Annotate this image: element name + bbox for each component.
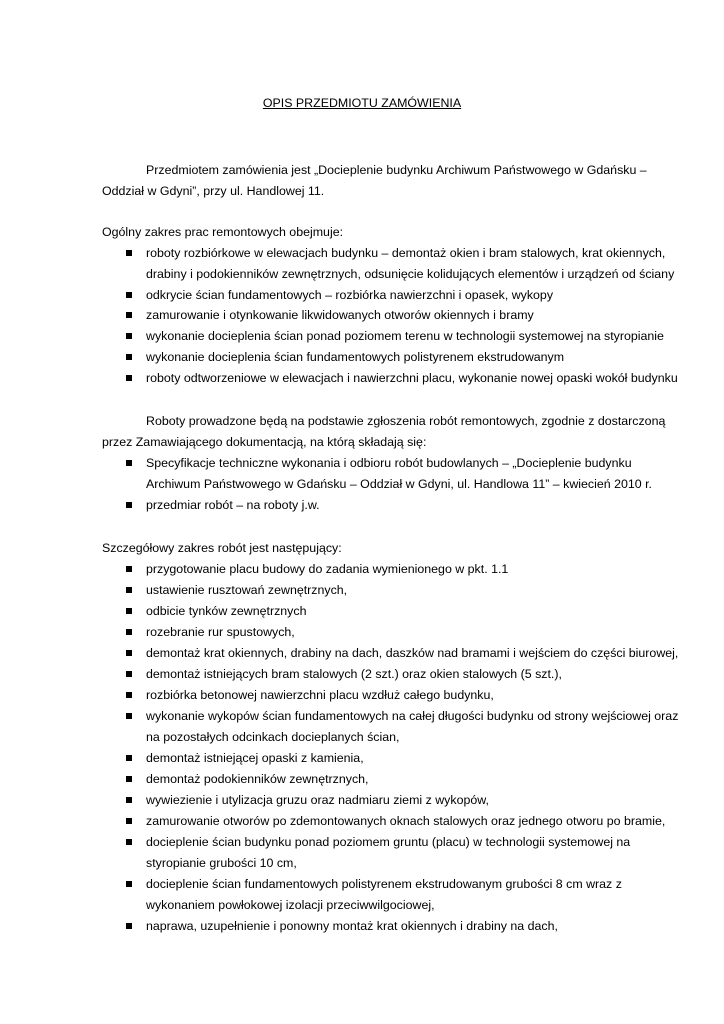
list-item: rozebranie rur spustowych, — [146, 625, 295, 639]
general-scope-heading: Ogólny zakres prac remontowych obejmuje: — [102, 225, 344, 239]
list-item: odbicie tynków zewnętrznych — [146, 604, 307, 618]
list-item: demontaż podokienników zewnętrznych, — [146, 772, 369, 786]
list-item-continuation: na pozostałych odcinkach docieplanych ścian, — [146, 730, 400, 744]
list-item: rozbiórka betonowej nawierzchni placu wzdłuż całego budynku, — [146, 688, 494, 702]
bullet-icon — [126, 839, 132, 845]
bullet-icon — [126, 587, 132, 593]
bullet-icon — [126, 923, 132, 929]
list-item: wykonanie docieplenia ścian ponad poziomem terenu w technologii systemowej na styropianie — [146, 329, 664, 343]
bullet-icon — [126, 292, 132, 298]
intro-line-2: Oddział w Gdyni”, przy ul. Handlowej 11. — [102, 184, 325, 198]
bullet-icon — [126, 312, 132, 318]
list-item: przygotowanie placu budowy do zadania wymienionego w pkt. 1.1 — [146, 562, 509, 576]
list-item: docieplenie ścian fundamentowych polistyrenem ekstrudowanym grubości 8 cm wraz z — [146, 877, 622, 891]
list-item: odkrycie ścian fundamentowych – rozbiórka nawierzchni i opasek, wykopy — [146, 288, 554, 302]
document-title: OPIS PRZEDMIOTU ZAMÓWIENIA — [262, 96, 462, 110]
bullet-icon — [126, 333, 132, 339]
list-item: wywiezienie i utylizacja gruzu oraz nadmiaru ziemi z wykopów, — [146, 793, 489, 807]
bullet-icon — [126, 608, 132, 614]
bullet-icon — [126, 375, 132, 381]
list-item: demontaż istniejących bram stalowych (2 szt.) oraz okien stalowych (5 szt.), — [146, 667, 562, 681]
bullet-icon — [126, 797, 132, 803]
bullet-icon — [126, 881, 132, 887]
intro-line-1: Przedmiotem zamówienia jest „Docieplenie budynku Archiwum Państwowego w Gdańsku – — [146, 163, 647, 177]
list-item: zamurowanie otworów po zdemontowanych oknach stalowych oraz jednego otworu po bramie, — [146, 814, 666, 828]
basis-line-1: Roboty prowadzone będą na podstawie zgłoszenia robót remontowych, zgodnie z dostarczoną — [146, 414, 666, 428]
list-item: demontaż istniejącej opaski z kamienia, — [146, 751, 364, 765]
bullet-icon — [126, 629, 132, 635]
bullet-icon — [126, 502, 132, 508]
bullet-icon — [126, 671, 132, 677]
bullet-icon — [126, 713, 132, 719]
detailed-scope-heading: Szczegółowy zakres robót jest następujący: — [102, 541, 342, 555]
list-item-continuation: styropianie grubości 10 cm, — [146, 856, 297, 870]
list-item: przedmiar robót – na roboty j.w. — [146, 498, 320, 512]
bullet-icon — [126, 755, 132, 761]
list-item: ustawienie rusztowań zewnętrznych, — [146, 583, 348, 597]
list-item: naprawa, uzupełnienie i ponowny montaż krat okiennych i drabiny na dach, — [146, 919, 558, 933]
bullet-icon — [126, 818, 132, 824]
list-item: wykonanie docieplenia ścian fundamentowych polistyrenem ekstrudowanym — [146, 350, 565, 364]
list-item: zamurowanie i otynkowanie likwidowanych otworów okiennych i bramy — [146, 308, 534, 322]
bullet-icon — [126, 354, 132, 360]
list-item-continuation: Archiwum Państwowego w Gdańsku – Oddział w Gdyni, ul. Handlowa 11” – kwiecień 2010 r. — [146, 477, 652, 491]
list-item: docieplenie ścian budynku ponad poziomem gruntu (placu) w technologii systemowej na — [146, 835, 631, 849]
bullet-icon — [126, 250, 132, 256]
list-item: wykonanie wykopów ścian fundamentowych na całej długości budynku od strony wejściowej oraz — [146, 709, 679, 723]
list-item-continuation: drabiny i podokienników zewnętrznych, odsunięcie kolidujących elementów i urządzeń od ściany — [146, 267, 675, 281]
bullet-icon — [126, 776, 132, 782]
bullet-icon — [126, 460, 132, 466]
basis-line-2: przez Zamawiającego dokumentacją, na którą składają się: — [102, 435, 427, 449]
list-item-continuation: wykonaniem powłokowej izolacji przeciwwilgociowej, — [146, 898, 435, 912]
list-item: demontaż krat okiennych, drabiny na dach, daszków nad bramami i wejściem do części biurowej, — [146, 646, 679, 660]
bullet-icon — [126, 692, 132, 698]
list-item: Specyfikacje techniczne wykonania i odbioru robót budowlanych – „Docieplenie budynku — [146, 456, 632, 470]
bullet-icon — [126, 566, 132, 572]
list-item: roboty odtworzeniowe w elewacjach i nawierzchni placu, wykonanie nowej opaski wokół budynku — [146, 371, 678, 385]
list-item: roboty rozbiórkowe w elewacjach budynku – demontaż okien i bram stalowych, krat okiennych, — [146, 246, 666, 260]
bullet-icon — [126, 650, 132, 656]
